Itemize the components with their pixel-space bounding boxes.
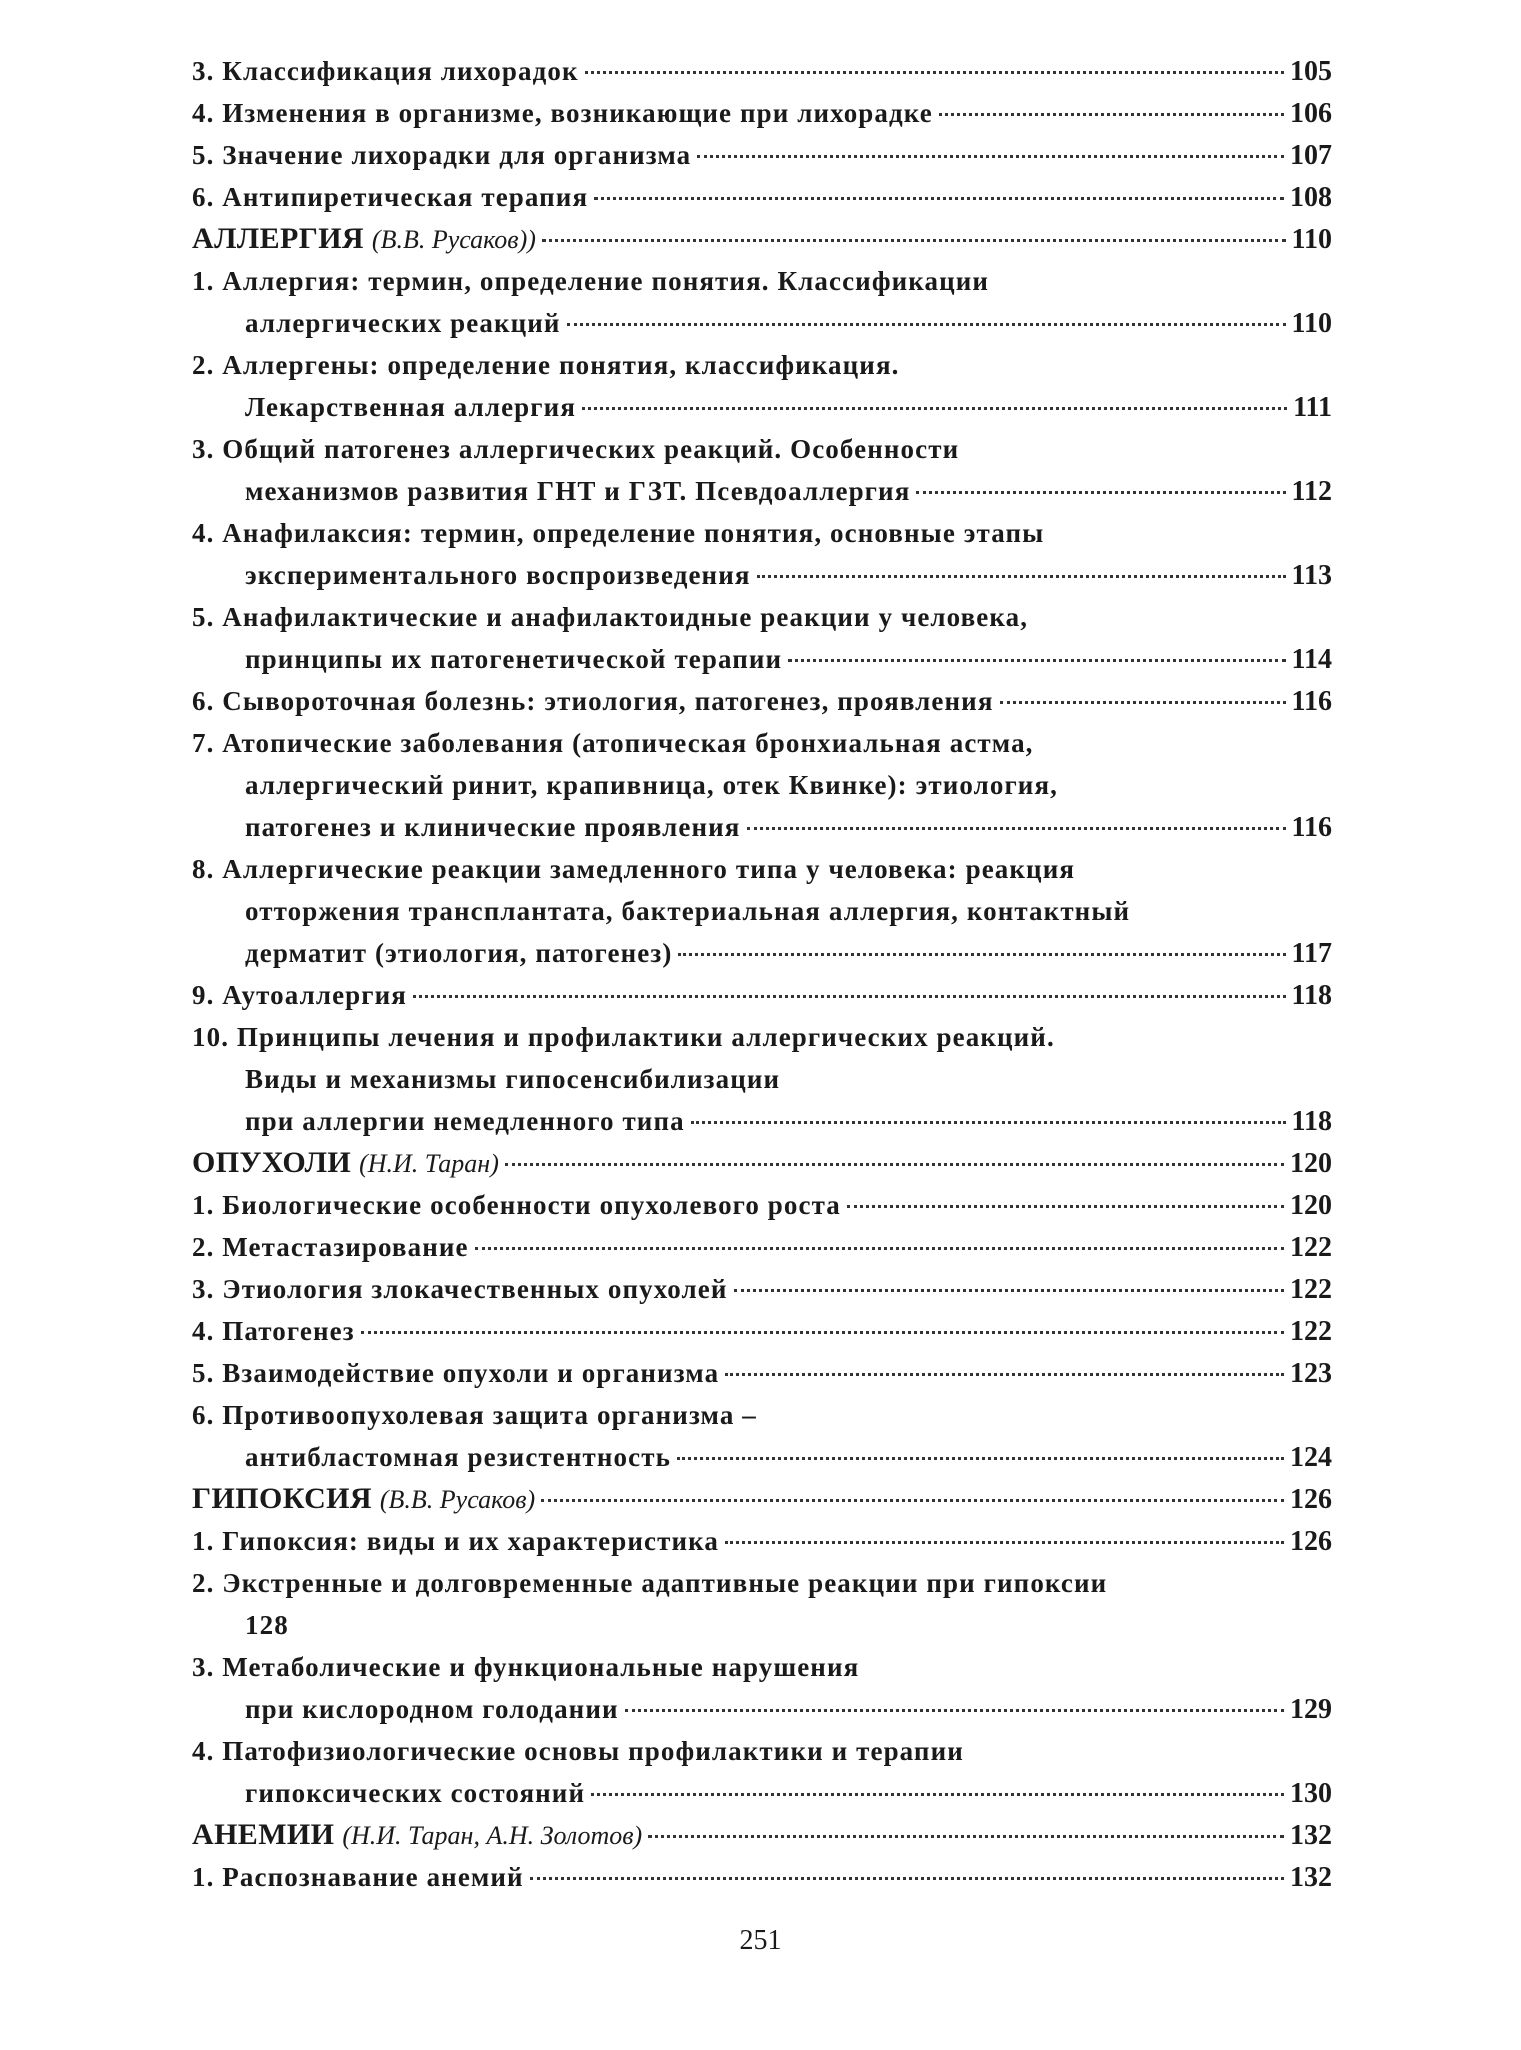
dot-leader [648, 1835, 1284, 1838]
entry-text: Виды и механизмы гипосенсибилизации [245, 1064, 781, 1094]
page-ref: 106 [1290, 98, 1332, 129]
toc-row [192, 1856, 1332, 1898]
entry-text: 3. Метаболические и функциональные нарушения [192, 1652, 860, 1682]
entry-text: при аллергии немедленного типа [245, 1106, 685, 1136]
page-ref: 116 [1291, 812, 1332, 843]
entry-text: 6. Противоопухолевая защита организма – [192, 1400, 757, 1430]
dot-leader [594, 197, 1284, 200]
entry-text: 8. Аллергические реакции замедленного типа у человека: реакция [192, 854, 1076, 884]
entry-text: 10. Принципы лечения и профилактики аллергических реакций. [192, 1022, 1055, 1052]
toc-entry [192, 260, 1332, 344]
page-ref: 132 [1290, 1820, 1332, 1851]
toc-row [192, 1772, 1332, 1814]
toc-entry [192, 1226, 1332, 1268]
toc-entry [192, 1184, 1332, 1226]
dot-leader [542, 239, 1286, 242]
toc-row [192, 1100, 1332, 1142]
toc-row [192, 1352, 1332, 1394]
entry-text: 3. Этиология злокачественных опухолей [192, 1274, 728, 1304]
toc-entry [192, 134, 1332, 176]
entry-text: 1. Аллергия: термин, определение понятия. Классификации [192, 266, 990, 296]
page-ref: 116 [1291, 686, 1332, 717]
toc-entry [192, 1352, 1332, 1394]
section-title [192, 1814, 642, 1857]
toc-entry [192, 596, 1332, 680]
entry-text: 3. Общий патогенез аллергических реакций. Особенности [192, 434, 960, 464]
entry-text: принципы их патогенетической терапии [245, 644, 783, 674]
toc-section-heading [192, 1478, 1332, 1520]
toc-row [192, 218, 1332, 260]
toc-row [192, 1520, 1332, 1562]
table-of-contents [192, 50, 1332, 1898]
entry-text: антибластомная резистентность [245, 1442, 671, 1472]
page-ref: 113 [1291, 560, 1332, 591]
toc-entry [192, 428, 1332, 512]
page-number: 251 [739, 1925, 782, 1956]
entry-text: при кислородном голодании [245, 1694, 619, 1724]
page-ref: 114 [1291, 644, 1332, 675]
toc-entry [192, 1856, 1332, 1898]
entry-text: 5. Анафилактические и анафилактоидные реакции у человека, [192, 602, 1029, 632]
section-author: (В.В. Русаков) [379, 1485, 536, 1514]
toc-entry [192, 176, 1332, 218]
entry-text: 3. Классификация лихорадок [192, 56, 579, 86]
toc-row [192, 1436, 1332, 1478]
toc-row [192, 974, 1332, 1016]
entry-text: 6. Сывороточная болезнь: этиология, патогенез, проявления [192, 686, 994, 716]
toc-section-heading [192, 1814, 1332, 1856]
dot-leader [475, 1247, 1284, 1250]
entry-text: 1. Биологические особенности опухолевого роста [192, 1190, 841, 1220]
toc-row [192, 176, 1332, 218]
toc-section-heading [192, 218, 1332, 260]
entry-text: гипоксических состояний [245, 1778, 586, 1808]
page-ref: 117 [1291, 938, 1332, 969]
toc-entry [192, 974, 1332, 1016]
entry-text: 2. Метастазирование [192, 1232, 469, 1262]
page-ref: 110 [1291, 308, 1332, 339]
dot-leader [939, 113, 1284, 116]
toc-row [192, 1478, 1332, 1520]
toc-entry [192, 344, 1332, 428]
dot-leader [582, 407, 1287, 410]
page-ref: 122 [1290, 1232, 1332, 1263]
page-ref: 132 [1290, 1862, 1332, 1893]
toc-row [192, 1814, 1332, 1856]
toc-row [192, 1268, 1332, 1310]
section-title [192, 218, 536, 261]
section-title [192, 1142, 499, 1185]
entry-text: 1. Распознавание анемий [192, 1862, 524, 1892]
toc-entry [192, 50, 1332, 92]
section-author: (Н.И. Таран) [359, 1149, 499, 1178]
entry-text: 4. Изменения в организме, возникающие при лихорадке [192, 98, 933, 128]
toc-entry [192, 680, 1332, 722]
toc-row [192, 134, 1332, 176]
dot-leader [725, 1541, 1284, 1544]
dot-leader [413, 995, 1286, 998]
dot-leader [625, 1709, 1284, 1712]
section-title [192, 1478, 535, 1521]
dot-leader [847, 1205, 1284, 1208]
toc-row [192, 1184, 1332, 1226]
dot-leader [697, 155, 1284, 158]
dot-leader [585, 71, 1284, 74]
page-ref: 110 [1291, 224, 1332, 255]
entry-text: 4. Патофизиологические основы профилактики и терапии [192, 1736, 964, 1766]
entry-text: отторжения трансплантата, бактериальная аллергия, контактный [245, 896, 1131, 926]
toc-row [192, 50, 1332, 92]
entry-text: 7. Атопические заболевания (атопическая бронхиальная астма, [192, 728, 1034, 758]
entry-text: 6. Антипиретическая терапия [192, 182, 589, 212]
page-ref: 123 [1290, 1358, 1332, 1389]
entry-text: аллергических реакций [245, 308, 561, 338]
toc-entry [192, 722, 1332, 848]
page-ref: 120 [1290, 1190, 1332, 1221]
toc-entry [192, 1562, 1332, 1646]
dot-leader [916, 491, 1285, 494]
toc-row [192, 302, 1332, 344]
toc-entry [192, 1730, 1332, 1814]
dot-leader [677, 1457, 1284, 1460]
dot-leader [530, 1877, 1284, 1880]
toc-entry [192, 1646, 1332, 1730]
toc-row [192, 386, 1332, 428]
entry-text: аллергический ринит, крапивница, отек Квинке): этиология, [245, 770, 1059, 800]
entry-text: экспериментального воспроизведения [245, 560, 751, 590]
page-ref: 105 [1290, 56, 1332, 87]
entry-text: механизмов развития ГНТ и ГЗТ. Псевдоаллергия [245, 476, 911, 506]
dot-leader [1000, 701, 1286, 704]
page-ref: 120 [1290, 1148, 1332, 1179]
page-ref: 122 [1290, 1274, 1332, 1305]
dot-leader [567, 323, 1286, 326]
page-ref: 107 [1290, 140, 1332, 171]
toc-entry [192, 1268, 1332, 1310]
section-author: (Н.И. Таран, А.Н. Золотов) [342, 1821, 643, 1850]
entry-text: Лекарственная аллергия [245, 392, 577, 422]
toc-entry [192, 1016, 1332, 1142]
toc-row [192, 554, 1332, 596]
toc-row [192, 92, 1332, 134]
toc-entry [192, 1310, 1332, 1352]
dot-leader [757, 575, 1286, 578]
page-ref: 129 [1290, 1694, 1332, 1725]
section-title-text: АЛЛЕРГИЯ [192, 222, 364, 255]
entry-text: 5. Взаимодействие опухоли и организма [192, 1358, 720, 1388]
entry-text: 128 [245, 1610, 289, 1640]
toc-row [192, 932, 1332, 974]
toc-section-heading [192, 1142, 1332, 1184]
dot-leader [541, 1499, 1284, 1502]
toc-row [192, 680, 1332, 722]
entry-text: 2. Аллергены: определение понятия, классификация. [192, 350, 900, 380]
page-ref: 122 [1290, 1316, 1332, 1347]
entry-text: 4. Анафилаксия: термин, определение понятия, основные этапы [192, 518, 1045, 548]
page-ref: 126 [1290, 1484, 1332, 1515]
toc-entry [192, 1520, 1332, 1562]
dot-leader [691, 1121, 1286, 1124]
dot-leader [361, 1331, 1284, 1334]
toc-row [192, 806, 1332, 848]
entry-text: дерматит (этиология, патогенез) [245, 938, 673, 968]
dot-leader [725, 1373, 1284, 1376]
toc-entry [192, 848, 1332, 974]
page-ref: 118 [1291, 980, 1332, 1011]
dot-leader [747, 827, 1286, 830]
toc-row [192, 1310, 1332, 1352]
toc-row [192, 1142, 1332, 1184]
page-ref: 126 [1290, 1526, 1332, 1557]
toc-row [192, 638, 1332, 680]
page-ref: 124 [1290, 1442, 1332, 1473]
toc-row [192, 470, 1332, 512]
toc-row [192, 1688, 1332, 1730]
section-title-text: ОПУХОЛИ [192, 1146, 352, 1179]
section-title-text: ГИПОКСИЯ [192, 1482, 372, 1515]
section-author: (В.В. Русаков)) [371, 225, 536, 254]
toc-entry [192, 92, 1332, 134]
page-ref: 111 [1293, 392, 1332, 423]
entry-text: 9. Аутоаллергия [192, 980, 408, 1010]
section-title-text: АНЕМИИ [192, 1818, 335, 1851]
dot-leader [734, 1289, 1284, 1292]
page-ref: 112 [1291, 476, 1332, 507]
toc-entry [192, 512, 1332, 596]
page-ref: 118 [1291, 1106, 1332, 1137]
page-ref: 130 [1290, 1778, 1332, 1809]
entry-text: 4. Патогенез [192, 1316, 355, 1346]
dot-leader [788, 659, 1285, 662]
toc-entry [192, 1394, 1332, 1478]
entry-text: 1. Гипоксия: виды и их характеристика [192, 1526, 719, 1556]
dot-leader [505, 1163, 1284, 1166]
dot-leader [591, 1793, 1284, 1796]
entry-text: 2. Экстренные и долговременные адаптивные реакции при гипоксии [192, 1568, 1108, 1598]
dot-leader [678, 953, 1285, 956]
entry-text: 5. Значение лихорадки для организма [192, 140, 692, 170]
toc-row [192, 1226, 1332, 1268]
page-ref: 108 [1290, 182, 1332, 213]
entry-text: патогенез и клинические проявления [245, 812, 741, 842]
